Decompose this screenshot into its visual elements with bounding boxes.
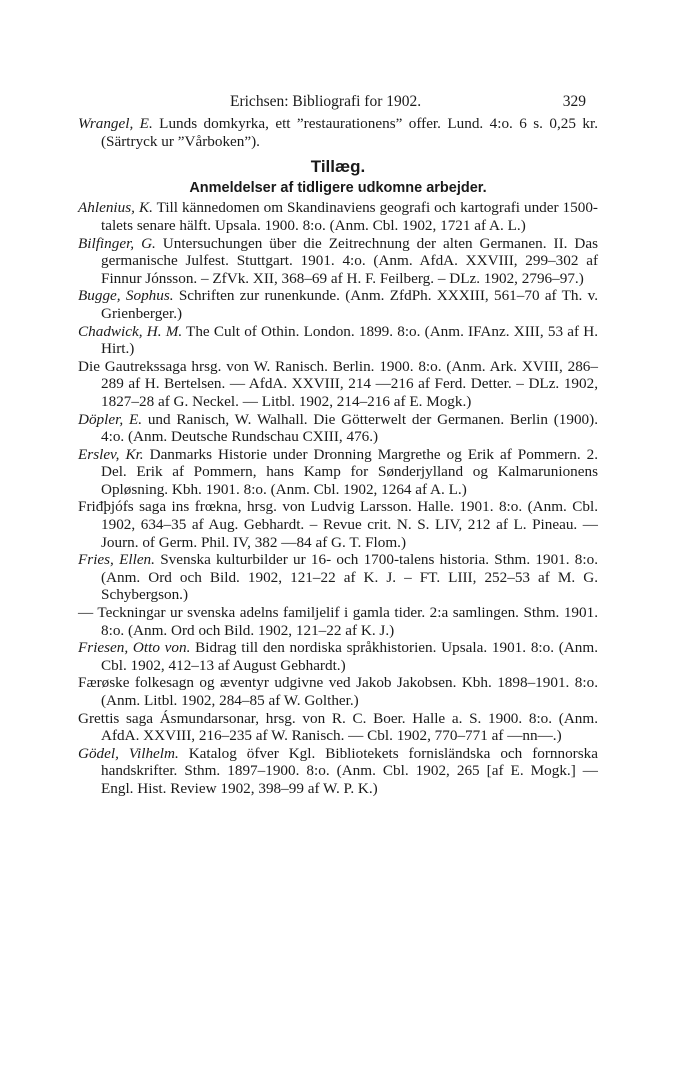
entry-text: Svenska kulturbilder ur 16- och 1700-talens historia. Sthm. 1901. 8:o. (Anm. Ord och Bild. 1902, 121–22 af K. J. – FT. LIII, 252–53 af M. G. Schybergson.) bbox=[101, 551, 598, 604]
entry-text: Grettis saga Ásmundarsonar, hrsg. von R. C. Boer. Halle a. S. 1900. 8:o. (Anm. AfdA. XXVIII, 216–235 af W. Ranisch. — Cbl. 1902, 770–771 af —nn—.) bbox=[78, 709, 598, 745]
bibliography-body bbox=[78, 115, 598, 798]
bibliography-entry bbox=[78, 287, 598, 322]
entry-author: Friesen, Otto von. bbox=[78, 639, 191, 657]
bibliography-entry bbox=[78, 551, 598, 604]
entry-author: Wrangel, E. bbox=[78, 115, 153, 132]
bibliography-entry bbox=[78, 199, 598, 234]
entry-text: Untersuchungen über die Zeitrechnung der alten Germanen. II. Das germanische Julfest. Stuttgart. 1901. 4:o. (Anm. AfdA. XXVIII, 299–302 af Finnur Jónsson. – ZfVk. XII, 368–69 af H. F. Feilberg. – DLz. 1902, 2796–97.) bbox=[101, 234, 599, 287]
bibliography-entry bbox=[78, 674, 598, 709]
entry-text: Katalog öfver Kgl. Bibliotekets fornisländska och fornnorska handskrifter. Sthm. 1897–1900. 8:o. (Anm. Cbl. 1902, 265 [af E. Mogk.] — Engl. Hist. Review 1902, 398–99 af W. P. K.) bbox=[101, 744, 598, 797]
entry-author: Erslev, Kr. bbox=[78, 445, 144, 463]
section-subtitle: Anmeldelser af tidligere udkomne arbejder. bbox=[189, 179, 487, 196]
page-number: 329 bbox=[562, 93, 586, 110]
bibliography-entry bbox=[78, 604, 598, 639]
bibliography-entry bbox=[78, 411, 598, 446]
entry-text: The Cult of Othin. London. 1899. 8:o. (Anm. IFAnz. XIII, 53 af H. Hirt.) bbox=[101, 322, 598, 358]
bibliography-entry bbox=[78, 446, 598, 499]
section-title: Tillæg. bbox=[310, 157, 366, 177]
entry-text: Friđþjófs saga ins frœkna, hrsg. von Ludvig Larsson. Halle. 1901. 8:o. (Anm. Cbl. 1902, 634–35 af Aug. Gebhardt. – Revue crit. N. S. LIV, 212 af L. Pineau. — Journ. of Germ. Phil. IV, 382 —84 af G. T. Flom.) bbox=[78, 498, 598, 551]
bibliography-entry bbox=[78, 745, 598, 798]
entry-text: — Teckningar ur svenska adelns familjelif i gamla tider. 2:a samlingen. Sthm. 1901. 8:o. (Anm. Ord och Bild. 1902, 121–22 af K. J.) bbox=[78, 604, 598, 639]
bibliography-entry bbox=[78, 639, 598, 674]
entry-author: Fries, Ellen. bbox=[78, 551, 155, 569]
entry-text: Die Gautrekssaga hrsg. von W. Ranisch. Berlin. 1900. 8:o. (Anm. Ark. XVIII, 286–289 af H. Bertelsen. — AfdA. XXVIII, 214 —216 af Ferd. Detter. – DLz. 1902, 1827–28 af G. Neckel. — Litbl. 1902, 214–216 af E. Mogk.) bbox=[78, 357, 598, 410]
entry-text: und Ranisch, W. Walhall. Die Götterwelt der Germanen. Berlin (1900). 4:o. (Anm. Deutsche Rundschau CXIII, 476.) bbox=[101, 410, 599, 446]
entry-author: Döpler, E. bbox=[78, 410, 143, 428]
entry-author: Chadwick, H. M. bbox=[78, 322, 183, 340]
entry-text: Bidrag till den nordiska språkhistorien. Upsala. 1901. 8:o. (Anm. Cbl. 1902, 412–13 af August Gebhardt.) bbox=[101, 639, 598, 674]
entry-author: Ahlenius, K. bbox=[78, 199, 153, 217]
bibliography-entry bbox=[78, 235, 598, 288]
entry-text: Schriften zur runenkunde. (Anm. ZfdPh. XXXIII, 561–70 af Th. v. Grienberger.) bbox=[101, 287, 598, 322]
entry-text: Till kännedomen om Skandinaviens geografi och kartografi under 1500-talets senare hälft. Upsala. 1900. 8:o. (Anm. Cbl. 1902, 1721 af A. L.) bbox=[101, 199, 598, 234]
bibliography-entry bbox=[78, 323, 598, 358]
bibliography-entry bbox=[78, 358, 598, 411]
entry-author: Bilfinger, G. bbox=[78, 234, 156, 252]
entry-author: Bugge, Sophus. bbox=[78, 287, 174, 305]
bibliography-entry bbox=[78, 115, 598, 150]
entry-author: Gödel, Vilhelm. bbox=[78, 744, 179, 762]
entry-text: Lunds domkyrka, ett ”restaurationens” offer. Lund. 4:o. 6 s. 0,25 kr. (Särtryck ur ”Vårboken”). bbox=[101, 115, 598, 150]
running-head-title: Erichsen: Bibliografi for 1902. bbox=[230, 93, 422, 110]
bibliography-entry bbox=[78, 710, 598, 745]
bibliography-entry bbox=[78, 498, 598, 551]
entry-text: Færøske folkesagn og æventyr udgivne ved Jakob Jakobsen. Kbh. 1898–1901. 8:o. (Anm. Litbl. 1902, 284–85 af W. Golther.) bbox=[78, 674, 598, 709]
entry-text: Danmarks Historie under Dronning Margrethe og Erik af Pommern. 2. Del. Erik af Pommern, hans Kamp for Sønderjylland og Kalmarunionens Opløsning. Kbh. 1901. 8:o. (Anm. Cbl. 1902, 1264 af A. L.) bbox=[101, 445, 598, 498]
